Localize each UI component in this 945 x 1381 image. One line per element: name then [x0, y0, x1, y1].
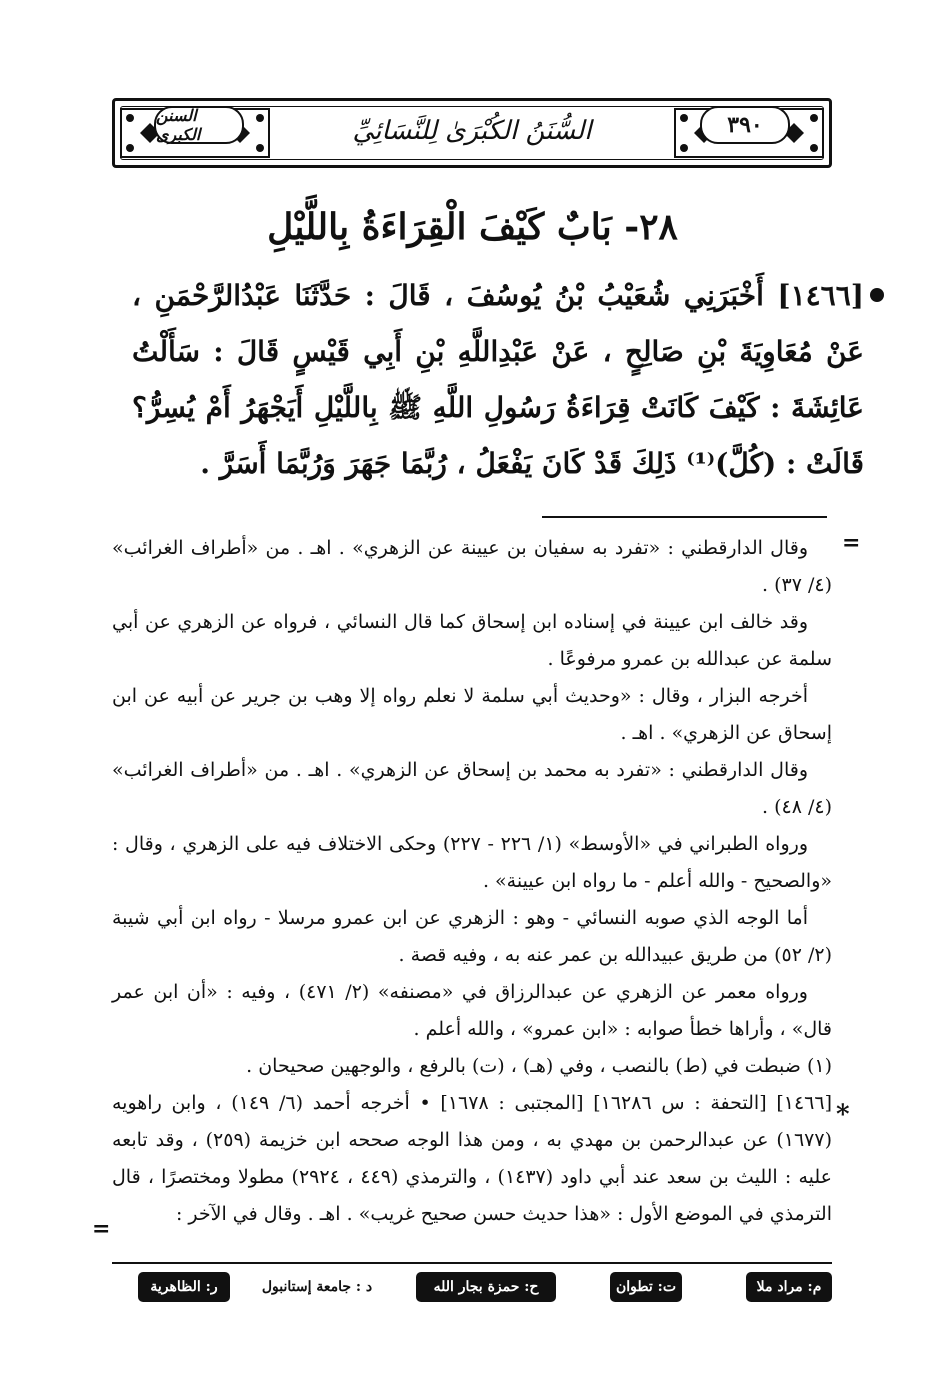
- book-logo: السنن الكبرى: [154, 106, 244, 144]
- footnote-paragraph: وقال الدارقطني : «تفرد به سفيان بن عيينة عن الزهري» . اهـ . من «أطراف الغرائب» (٤/ ٣٧) .: [112, 537, 832, 596]
- bottom-rule: [112, 1262, 832, 1264]
- page-header: [112, 98, 832, 168]
- takhrij-note: [١٤٦٦] [التحفة : س ١٦٢٨٦] [المجتبى : ١٦٧٨] • أخرجه أحمد (٦/ ١٤٩) ، وابن راهويه (١٦٧٧) عن عبدالرحمن بن مهدي به ، ومن هذا الوجه صححه ابن خزيمة (٢٥٩) ، وقد تابعه عليه : الليث بن سعد عند أبي داود (١٤٣٧) ، والترمذي (٤٤٩ ، ٢٩٢٤) مطولا ومختصرًا ، قال الترمذي في الموضع الأول : «هذا حديث حسن صحيح غريب» . اهـ . وقال في الآخر :: [112, 1092, 832, 1225]
- end-continuation-mark: =: [92, 1216, 111, 1242]
- manuscript-m: م: مراد ملا: [746, 1272, 832, 1302]
- footnote-paragraph: ورواه الطبراني في «الأوسط» (١/ ٢٢٦ - ٢٢٧) وحكى الاختلاف فيه على الزهري ، وقال : «والصحيح - والله أعلم - ما رواه ابن عيينة» .: [112, 833, 832, 892]
- manuscript-r: ر: الظاهرية: [138, 1272, 230, 1302]
- book-title: السُّنَنُ الكُبْرَىٰ لِلنَّسَائِيِّ: [352, 116, 592, 146]
- hadith-number: [١٤٦٦]: [777, 279, 864, 312]
- footnote-paragraph: ورواه معمر عن الزهري عن عبدالرزاق في «مصنفه» (٢/ ٤٧١) ، وفيه : «أن ابن عمر قال» ، وأراها خطأ صوابه : «ابن عمرو» ، والله أعلم .: [112, 981, 832, 1040]
- takhrij-star-icon: *: [836, 1100, 850, 1130]
- footnote-paragraph: أما الوجه الذي صوبه النسائي - وهو : الزهري عن ابن عمرو مرسلا - رواه ابن أبي شيبة (٢/ ٥٢) من طريق عبيدالله بن عمر عنه به ، وفيه قصة .: [112, 907, 832, 966]
- hadith-text: أَخْبَرَنِي شُعَيْبُ بْنُ يُوسُفَ ، قَالَ : حَدَّثَنَا عَبْدُالرَّحْمَنِ ، عَنْ مُعَاوِيَةَ بْنِ صَالِحٍ ، عَنْ عَبْدِاللَّهِ بْنِ أَبِي قَيْسٍ قَالَ : سَأَلْتُ عَائِشَةَ : كَيْفَ كَانَتْ قِرَاءَةُ رَسُولِ اللَّهِ ﷺ بِاللَّيْلِ أَيَجْهَرُ أَمْ يُسِرُّ؟ قَالَتْ : (كُلَّ)⁽¹⁾ ذَلِكَ قَدْ كَانَ يَفْعَلُ ، رُبَّمَا جَهَرَ وَرُبَّمَا أَسَرَّ .: [132, 279, 864, 480]
- manuscript-d: د : جامعة إستانبول: [261, 1279, 373, 1295]
- bullet-icon: [870, 288, 884, 302]
- variant-note: (١) ضبطت في (ط) بالنصب ، وفي (هـ) ، (ت) بالرفع ، والوجهين صحيحان .: [246, 1055, 832, 1077]
- continuation-mark: =: [842, 530, 861, 556]
- chapter-title: ٢٨- بَابٌ كَيْفَ الْقِرَاءَةُ بِاللَّيْلِ: [267, 206, 678, 248]
- footnote-paragraph: وقد خالف ابن عيينة في إسناده ابن إسحاق كما قال النسائي ، فرواه عن الزهري عن أبي سلمة عن عبدالله بن عمرو مرفوعًا .: [112, 611, 832, 670]
- manuscript-legend: [112, 1272, 832, 1306]
- page-number: ٣٩٠: [700, 106, 790, 144]
- manuscript-t: ت: تطوان: [610, 1272, 682, 1302]
- footnote-divider: [542, 516, 827, 518]
- footnote-paragraph: وقال الدارقطني : «تفرد به محمد بن إسحاق عن الزهري» . اهـ . من «أطراف الغرائب» (٤/ ٤٨) .: [112, 759, 832, 818]
- manuscript-h: ح: حمزة بجار الله: [416, 1272, 556, 1302]
- hadith-text-block: [132, 268, 864, 492]
- footnote-paragraph: أخرجه البزار ، وقال : «وحديث أبي سلمة لا نعلم رواه إلا وهب بن جرير عن أبيه عن ابن إسحاق عن الزهري» . اهـ .: [112, 685, 832, 744]
- footnotes: [112, 530, 832, 1233]
